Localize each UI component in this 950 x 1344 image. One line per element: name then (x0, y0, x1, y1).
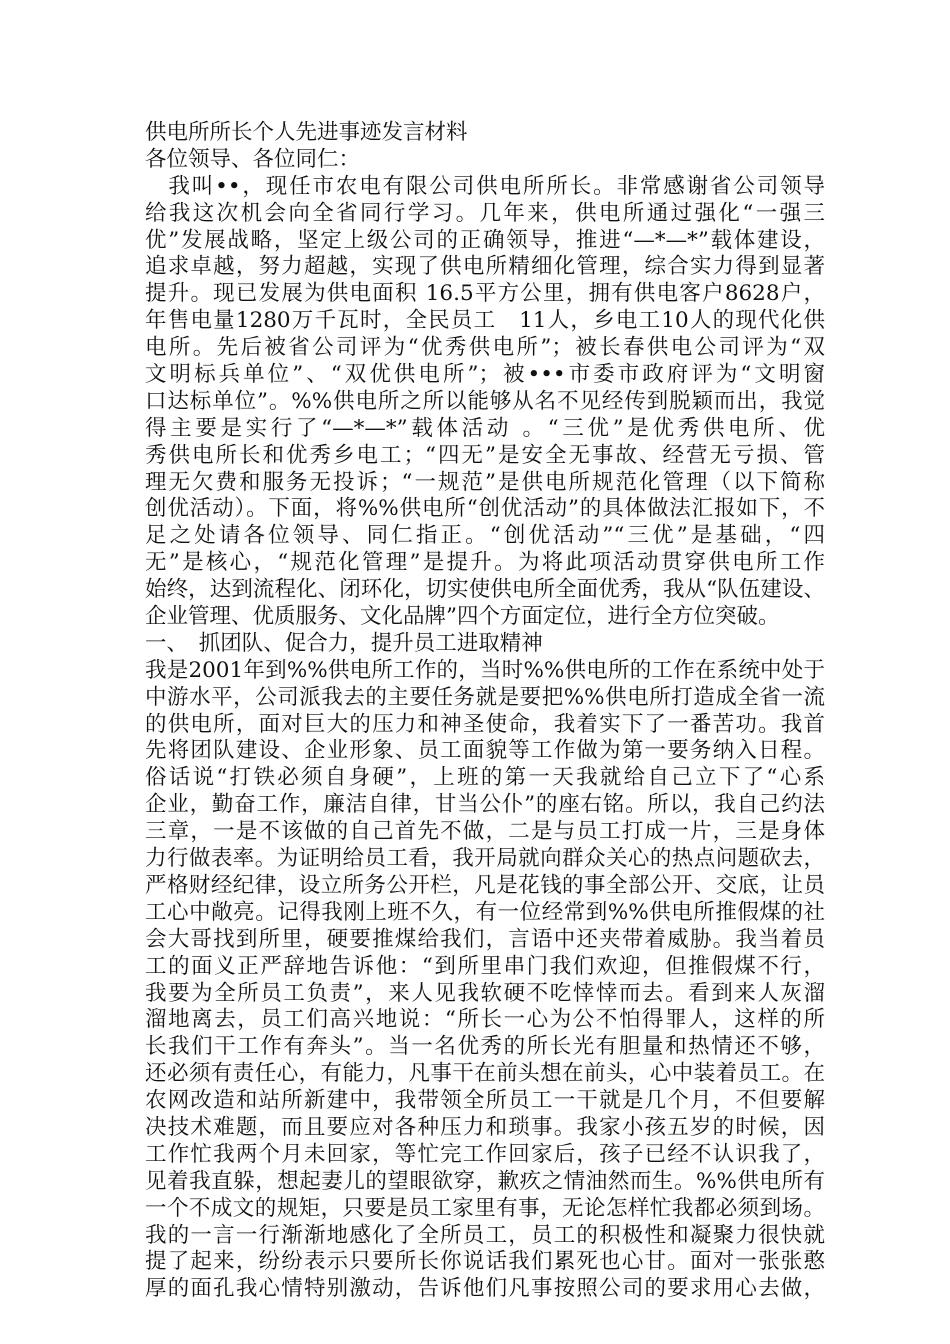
text-line: 口达标单位”。%%供电所之所以能够从名不见经传到脱颖而出，我觉 (145, 388, 825, 414)
text-line: 文明标兵单位”、“双优供电所”；被•••市委市政府评为“文明窗 (145, 362, 825, 388)
text-line: 给我这次机会向全省同行学习。几年来，供电所通过强化“一强三 (145, 200, 825, 226)
document-title: 供电所所长个人先进事迹发言材料 (145, 120, 468, 145)
body-text (145, 174, 825, 1303)
text-line: 足之处请各位领导、同仁指正。“创优活动”“三优”是基础，“四 (145, 523, 825, 549)
section-heading: 一、 抓团队、促合力，提升员工进取精神 (145, 630, 543, 656)
text-line: 工作忙我两个月未回家，等忙完工作回家后，孩子已经不认识我了， (145, 1141, 825, 1167)
text-line: 企业，勤奋工作，廉洁自律，甘当公仆”的座右铭。所以，我自己约法 (145, 792, 825, 818)
text-line: 秀供电所长和优秀乡电工；“四无”是安全无事故、经营无亏损、管 (145, 442, 825, 468)
text-line: 我的一言一行渐渐地感化了全所员工，员工的积极性和凝聚力很快就 (145, 1222, 825, 1248)
text-line: 提了起来，纷纷表示只要所长你说话我们累死也心甘。面对一张张憨 (145, 1249, 825, 1275)
text-line: 工的面义正严辞地告诉他：“到所里串门我们欢迎，但推假煤不行， (145, 953, 825, 979)
text-line: 始终，达到流程化、闭环化，切实使供电所全面优秀，我从“队伍建设、 (145, 577, 825, 603)
text-line: 创优活动）。下面，将%%供电所“创优活动”的具体做法汇报如下，不 (145, 496, 825, 522)
text-line: 企业管理、优质服务、文化品牌”四个方面定位，进行全方位突破。 (145, 604, 780, 630)
text-line: 优”发展战略，坚定上级公司的正确领导，推进“—*—*”载体建设， (145, 227, 825, 253)
text-line: 力行做表率。为证明给员工看，我开局就向群众关心的热点问题砍去， (145, 846, 825, 872)
text-line: 见着我直躲，想起妻儿的望眼欲穿，歉疚之情油然而生。%%供电所有 (145, 1168, 825, 1194)
text-line: 一个不成文的规矩，只要是员工家里有事，无论怎样忙我都必须到场。 (145, 1195, 825, 1221)
text-line: 得主要是实行了“—*—*”载体活动 。“三优”是优秀供电所、优 (145, 415, 825, 441)
text-line: 我是2001年到%%供电所工作的，当时%%供电所的工作在系统中处于 (145, 657, 825, 683)
text-line: 无”是核心，“规范化管理”是提升。为将此项活动贯穿供电所工作 (145, 550, 825, 576)
text-line: 追求卓越，努力超越，实现了供电所精细化管理，综合实力得到显著 (145, 254, 825, 280)
text-line: 厚的面孔我心情特别激动，告诉他们凡事按照公司的要求用心去做， (145, 1276, 825, 1302)
text-line: 我叫••，现任市农电有限公司供电所所长。非常感谢省公司领导 (145, 173, 825, 199)
text-line: 会大哥找到所里，硬要推煤给我们，言语中还夹带着威胁。我当着员 (145, 926, 825, 952)
text-line: 严格财经纪律，设立所务公开栏，凡是花钱的事全部公开、交底，让员 (145, 872, 825, 898)
text-line: 俗话说“打铁必须自身硬”，上班的第一天我就给自己立下了“心系 (145, 765, 825, 791)
text-line: 长我们干工作有奔头”。当一名优秀的所长光有胆量和热情还不够， (145, 1034, 825, 1060)
text-line: 提升。现已发展为供电面积 16.5平方公里，拥有供电客户8628户， (145, 281, 825, 307)
text-line: 的供电所，面对巨大的压力和神圣使命，我着实下了一番苦功。我首 (145, 711, 825, 737)
text-line: 先将团队建设、企业形象、员工面貌等工作做为第一要务纳入日程。 (145, 738, 825, 764)
text-line: 溜地离去，员工们高兴地说：“所长一心为公不怕得罪人，这样的所 (145, 1007, 825, 1033)
document-body (145, 120, 825, 1303)
text-line: 年售电量1280万千瓦时，全民员工 11人，乡电工10人的现代化供 (145, 308, 825, 334)
text-line: 理无欠费和服务无投诉；“一规范”是供电所规范化管理（以下简称 (145, 469, 825, 495)
text-line: 电所。先后被省公司评为“优秀供电所”；被长春供电公司评为“双 (145, 335, 825, 361)
text-line: 决技术难题，而且要应对各种压力和琐事。我家小孩五岁的时候，因 (145, 1114, 825, 1140)
text-line: 三章，一是不该做的自己首先不做，二是与员工打成一片，三是身体 (145, 819, 825, 845)
text-line: 中游水平，公司派我去的主要任务就是要把%%供电所打造成全省一流 (145, 684, 825, 710)
salutation: 各位领导、各位同仁： (145, 146, 361, 172)
text-line: 我要为全所员工负责”，来人见我软硬不吃悻悻而去。看到来人灰溜 (145, 980, 825, 1006)
text-line: 工心中敞亮。记得我刚上班不久，有一位经常到%%供电所推假煤的社 (145, 899, 825, 925)
text-line: 农网改造和站所新建中，我带领全所员工一干就是几个月，不但要解 (145, 1088, 825, 1114)
text-line: 还必须有责任心，有能力，凡事干在前头想在前头，心中装着员工。在 (145, 1061, 825, 1087)
